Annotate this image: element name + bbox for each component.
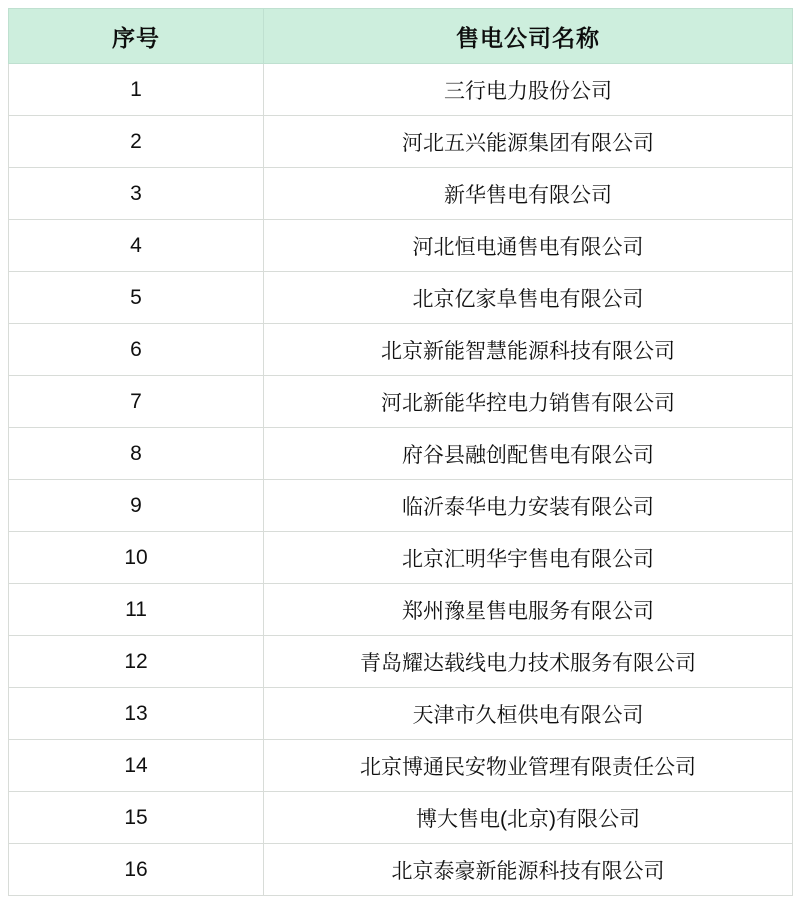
cell-index: 8 xyxy=(9,428,264,480)
cell-company-name: 北京新能智慧能源科技有限公司 xyxy=(264,324,793,376)
table-row xyxy=(9,844,793,896)
table-row xyxy=(9,64,793,116)
cell-index: 4 xyxy=(9,220,264,272)
cell-index: 13 xyxy=(9,688,264,740)
cell-index: 12 xyxy=(9,636,264,688)
table-row xyxy=(9,220,793,272)
table-header xyxy=(9,9,793,64)
cell-company-name: 北京博通民安物业管理有限责任公司 xyxy=(264,740,793,792)
table-header-row xyxy=(9,9,793,64)
cell-company-name: 青岛耀达载线电力技术服务有限公司 xyxy=(264,636,793,688)
cell-company-name: 天津市久桓供电有限公司 xyxy=(264,688,793,740)
table-row xyxy=(9,480,793,532)
cell-company-name: 府谷县融创配售电有限公司 xyxy=(264,428,793,480)
cell-index: 7 xyxy=(9,376,264,428)
cell-index: 16 xyxy=(9,844,264,896)
cell-company-name: 新华售电有限公司 xyxy=(264,168,793,220)
table-row xyxy=(9,792,793,844)
table-body xyxy=(9,64,793,896)
cell-company-name: 北京泰豪新能源科技有限公司 xyxy=(264,844,793,896)
table-row xyxy=(9,688,793,740)
column-header-company-name: 售电公司名称 xyxy=(264,9,793,64)
cell-company-name: 三行电力股份公司 xyxy=(264,64,793,116)
table-row xyxy=(9,740,793,792)
cell-company-name: 郑州豫星售电服务有限公司 xyxy=(264,584,793,636)
table-row xyxy=(9,636,793,688)
table-row xyxy=(9,532,793,584)
table-row xyxy=(9,324,793,376)
cell-index: 2 xyxy=(9,116,264,168)
cell-company-name: 河北恒电通售电有限公司 xyxy=(264,220,793,272)
cell-index: 9 xyxy=(9,480,264,532)
cell-index: 6 xyxy=(9,324,264,376)
cell-index: 14 xyxy=(9,740,264,792)
table-row xyxy=(9,584,793,636)
table-row xyxy=(9,168,793,220)
cell-index: 11 xyxy=(9,584,264,636)
cell-company-name: 博大售电(北京)有限公司 xyxy=(264,792,793,844)
cell-index: 5 xyxy=(9,272,264,324)
column-header-index: 序号 xyxy=(9,9,264,64)
cell-index: 3 xyxy=(9,168,264,220)
cell-company-name: 河北新能华控电力销售有限公司 xyxy=(264,376,793,428)
cell-index: 15 xyxy=(9,792,264,844)
table-row xyxy=(9,116,793,168)
cell-company-name: 河北五兴能源集团有限公司 xyxy=(264,116,793,168)
cell-company-name: 北京汇明华宇售电有限公司 xyxy=(264,532,793,584)
cell-index: 1 xyxy=(9,64,264,116)
table-row xyxy=(9,428,793,480)
table-row xyxy=(9,376,793,428)
cell-company-name: 北京亿家阜售电有限公司 xyxy=(264,272,793,324)
retail-electricity-companies-table xyxy=(8,8,793,896)
table-row xyxy=(9,272,793,324)
cell-company-name: 临沂泰华电力安装有限公司 xyxy=(264,480,793,532)
cell-index: 10 xyxy=(9,532,264,584)
